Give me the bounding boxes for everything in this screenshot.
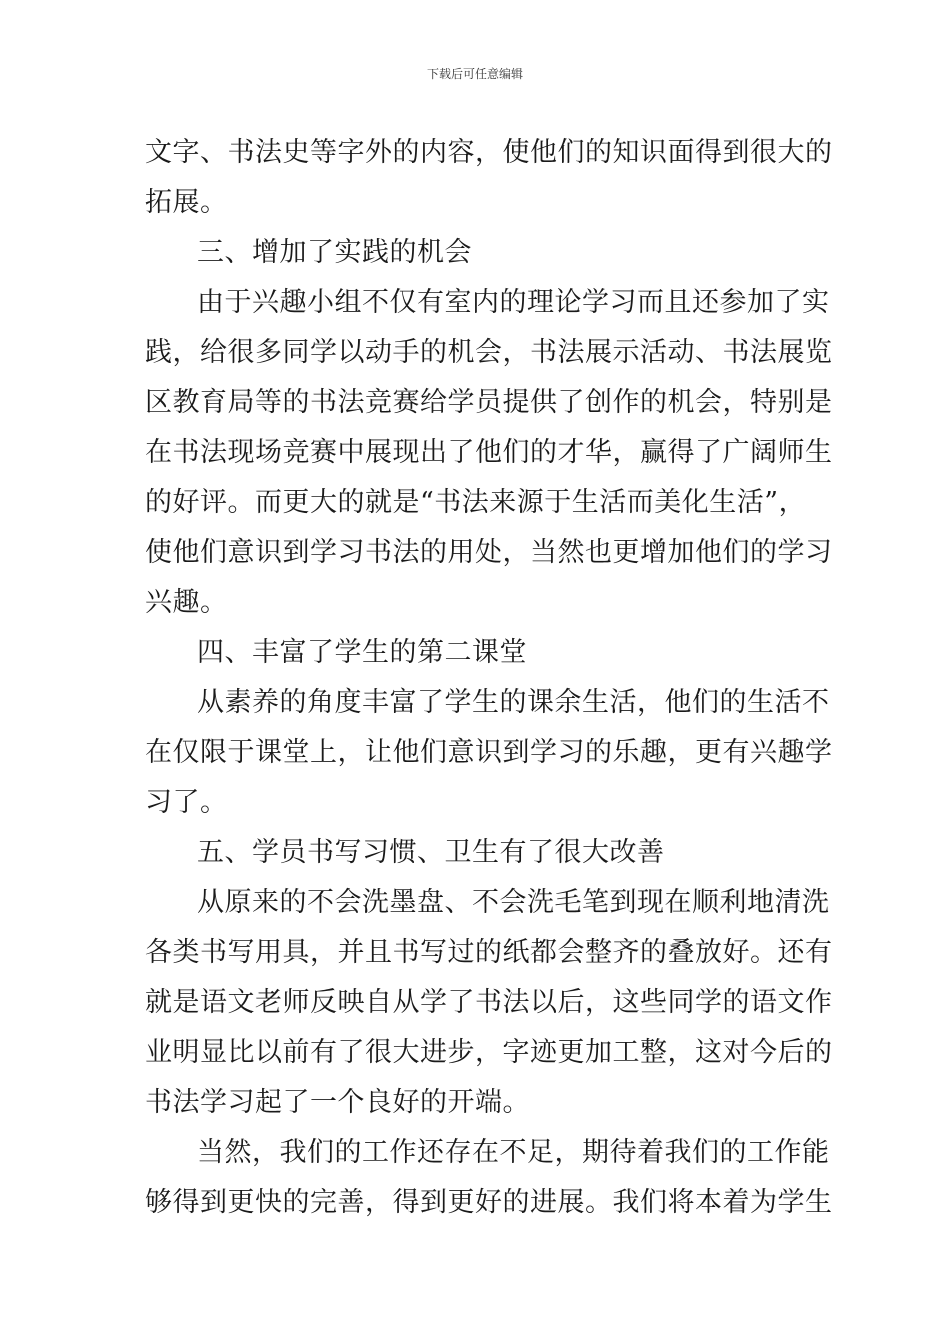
text-line: 在仅限于课堂上，让他们意识到学习的乐趣，更有兴趣学	[145, 737, 833, 768]
text-line: 践，给很多同学以动手的机会，书法展示活动、书法展览	[145, 337, 833, 368]
text-line: 区教育局等的书法竞赛给学员提供了创作的机会，特别是	[145, 387, 833, 418]
text-line: 由于兴趣小组不仅有室内的理论学习而且还参加了实	[197, 287, 830, 318]
section-heading: 五、学员书写习惯、卫生有了很大改善	[197, 837, 665, 868]
text-line: 书法学习起了一个良好的开端。	[145, 1087, 530, 1118]
text-line: 兴趣。	[145, 587, 228, 618]
section-heading: 四、丰富了学生的第二课堂	[197, 637, 527, 668]
text-line: 各类书写用具，并且书写过的纸都会整齐的叠放好。还有	[145, 937, 833, 968]
text-line: 使他们意识到学习书法的用处，当然也更增加他们的学习	[145, 537, 833, 568]
section-heading: 三、增加了实践的机会	[197, 237, 472, 268]
text-line: 文字、书法史等字外的内容，使他们的知识面得到很大的	[145, 137, 833, 168]
document-body	[145, 128, 833, 1228]
text-line: 就是语文老师反映自从学了书法以后，这些同学的语文作	[145, 987, 833, 1018]
text-line: 在书法现场竞赛中展现出了他们的才华，赢得了广阔师生	[145, 437, 833, 468]
text-line: 够得到更快的完善，得到更好的进展。我们将本着为学生	[145, 1187, 833, 1218]
text-line: 的好评。而更大的就是“书法来源于生活而美化生活”，	[145, 487, 807, 518]
text-line: 拓展。	[145, 187, 228, 218]
text-line: 从原来的不会洗墨盘、不会洗毛笔到现在顺利地清洗	[197, 887, 830, 918]
text-line: 习了。	[145, 787, 228, 818]
text-line: 当然，我们的工作还存在不足，期待着我们的工作能	[197, 1137, 830, 1168]
text-line: 从素养的角度丰富了学生的课余生活，他们的生活不	[197, 687, 830, 718]
text-line: 业明显比以前有了很大进步，字迹更加工整，这对今后的	[145, 1037, 833, 1068]
page-header: 下载后可任意编辑	[426, 67, 523, 81]
